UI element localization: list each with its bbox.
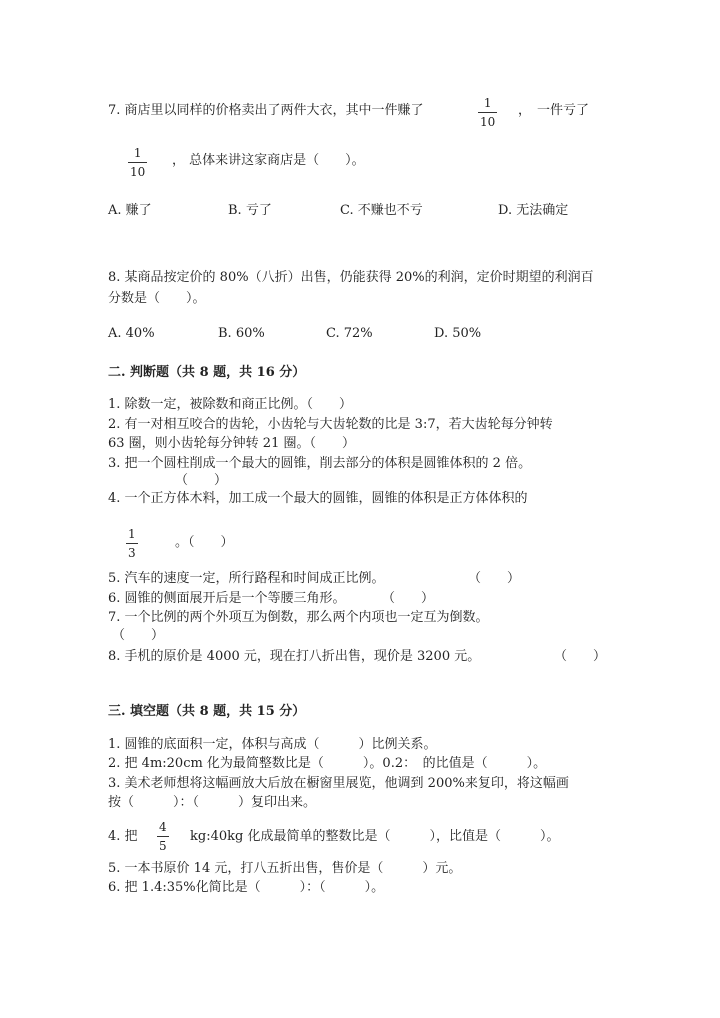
q8-option-c[interactable]: C. 72%: [326, 326, 373, 341]
judge-item-5-answer: （ ）: [468, 571, 521, 586]
fill-item-5: 5. 一本书原价 14 元，打八五折出售，售价是（ ）元。: [108, 861, 462, 876]
judge-item-4-answer: 。（ ）: [175, 535, 234, 550]
fraction-bar: [126, 543, 138, 544]
judge-item-3-answer: （ ）: [175, 473, 228, 488]
judge-item-7: 7. 一个比例的两个外项互为倒数，那么两个内项也一定互为倒数。: [108, 610, 489, 625]
fill-item-3-line-2: 按（ ）：（ ）复印出来。: [108, 795, 317, 810]
q7-text-c: ， 总体来讲这家商店是（ ）。: [172, 153, 365, 168]
judge-item-3-line-1: 3. 把一个圆柱削成一个最大的圆锥，削去部分的体积是圆锥体积的 2 倍。: [108, 456, 532, 471]
q7-option-c[interactable]: C. 不赚也不亏: [340, 203, 423, 218]
fraction-numerator: 1: [483, 96, 492, 110]
section-3-title: 三. 填空题（共 8 题，共 15 分）: [108, 704, 306, 719]
section-2-title: 二. 判断题（共 8 题，共 16 分）: [108, 365, 306, 380]
fill-item-6: 6. 把 1.4:35%化简比是（ ）：（ ）。: [108, 880, 385, 895]
fraction-denominator: 10: [480, 115, 496, 129]
fill-item-2: 2. 把 4m:20cm 化为最简整数比是（ ）。0.2： 的比值是（ ）。: [108, 756, 547, 771]
q7-fraction-1: [478, 96, 497, 129]
judge-item-2-line-1: 2. 有一对相互咬合的齿轮，小齿轮与大齿轮数的比是 3:7，若大齿轮每分钟转: [108, 417, 553, 432]
q8-option-b[interactable]: B. 60%: [218, 326, 265, 341]
judge-item-6-answer: （ ）: [382, 591, 435, 606]
q8-option-d[interactable]: D. 50%: [434, 326, 482, 341]
q7-option-d[interactable]: D. 无法确定: [498, 203, 569, 218]
q8-option-a[interactable]: A. 40%: [108, 326, 155, 341]
judge-item-7-answer: （ ）: [112, 628, 165, 643]
judge-item-8: 8. 手机的原价是 4000 元，现在打八折出售，现价是 3200 元。: [108, 649, 481, 664]
fraction-bar: [157, 836, 169, 837]
fraction-denominator: 5: [159, 839, 167, 853]
judge-item-4-line-1: 4. 一个正方体木料，加工成一个最大的圆锥，圆锥的体积是正方体体积的: [108, 491, 528, 506]
q7-option-b[interactable]: B. 亏了: [228, 203, 272, 218]
fill-item-3-line-1: 3. 美术老师想将这幅画放大后放在橱窗里展览，他调到 200%来复印，将这幅画: [108, 776, 569, 791]
fill-item-4-prefix: 4. 把: [108, 829, 138, 844]
judge-item-4-fraction: [126, 527, 138, 560]
fraction-bar: [478, 112, 497, 113]
q7-text-b: 一件亏了: [537, 103, 590, 118]
q8-line-2: 分数是（ ）。: [108, 291, 206, 306]
fill-item-4-suffix: kg:40kg 化成最简单的整数比是（ ），比值是（ ）。: [190, 829, 560, 844]
fraction-denominator: 3: [128, 546, 136, 560]
fill-item-4-fraction: [157, 820, 169, 853]
judge-item-8-answer: （ ）: [554, 649, 607, 664]
fraction-numerator: 1: [133, 146, 142, 160]
judge-item-6: 6. 圆锥的侧面展开后是一个等腰三角形。: [108, 591, 346, 606]
q7-option-a[interactable]: A. 赚了: [108, 203, 152, 218]
fraction-bar: [128, 162, 147, 163]
fraction-numerator: 1: [128, 527, 136, 541]
q7-text-a: 7. 商店里以同样的价格卖出了两件大衣，其中一件赚了: [108, 103, 424, 118]
q7-sep: ，: [518, 103, 532, 118]
q7-fraction-2: [128, 146, 147, 179]
fraction-denominator: 10: [130, 165, 146, 179]
judge-item-1: 1. 除数一定，被除数和商正比例。（ ）: [108, 397, 353, 412]
fill-item-1: 1. 圆锥的底面积一定，体积与高成（ ）比例关系。: [108, 737, 437, 752]
judge-item-2-line-2: 63 圈，则小齿轮每分钟转 21 圈。（ ）: [108, 436, 355, 451]
q8-line-1: 8. 某商品按定价的 80%（八折）出售，仍能获得 20%的利润，定价时期望的利润百: [108, 270, 594, 285]
judge-item-5: 5. 汽车的速度一定，所行路程和时间成正比例。: [108, 571, 385, 586]
fraction-numerator: 4: [159, 820, 167, 834]
